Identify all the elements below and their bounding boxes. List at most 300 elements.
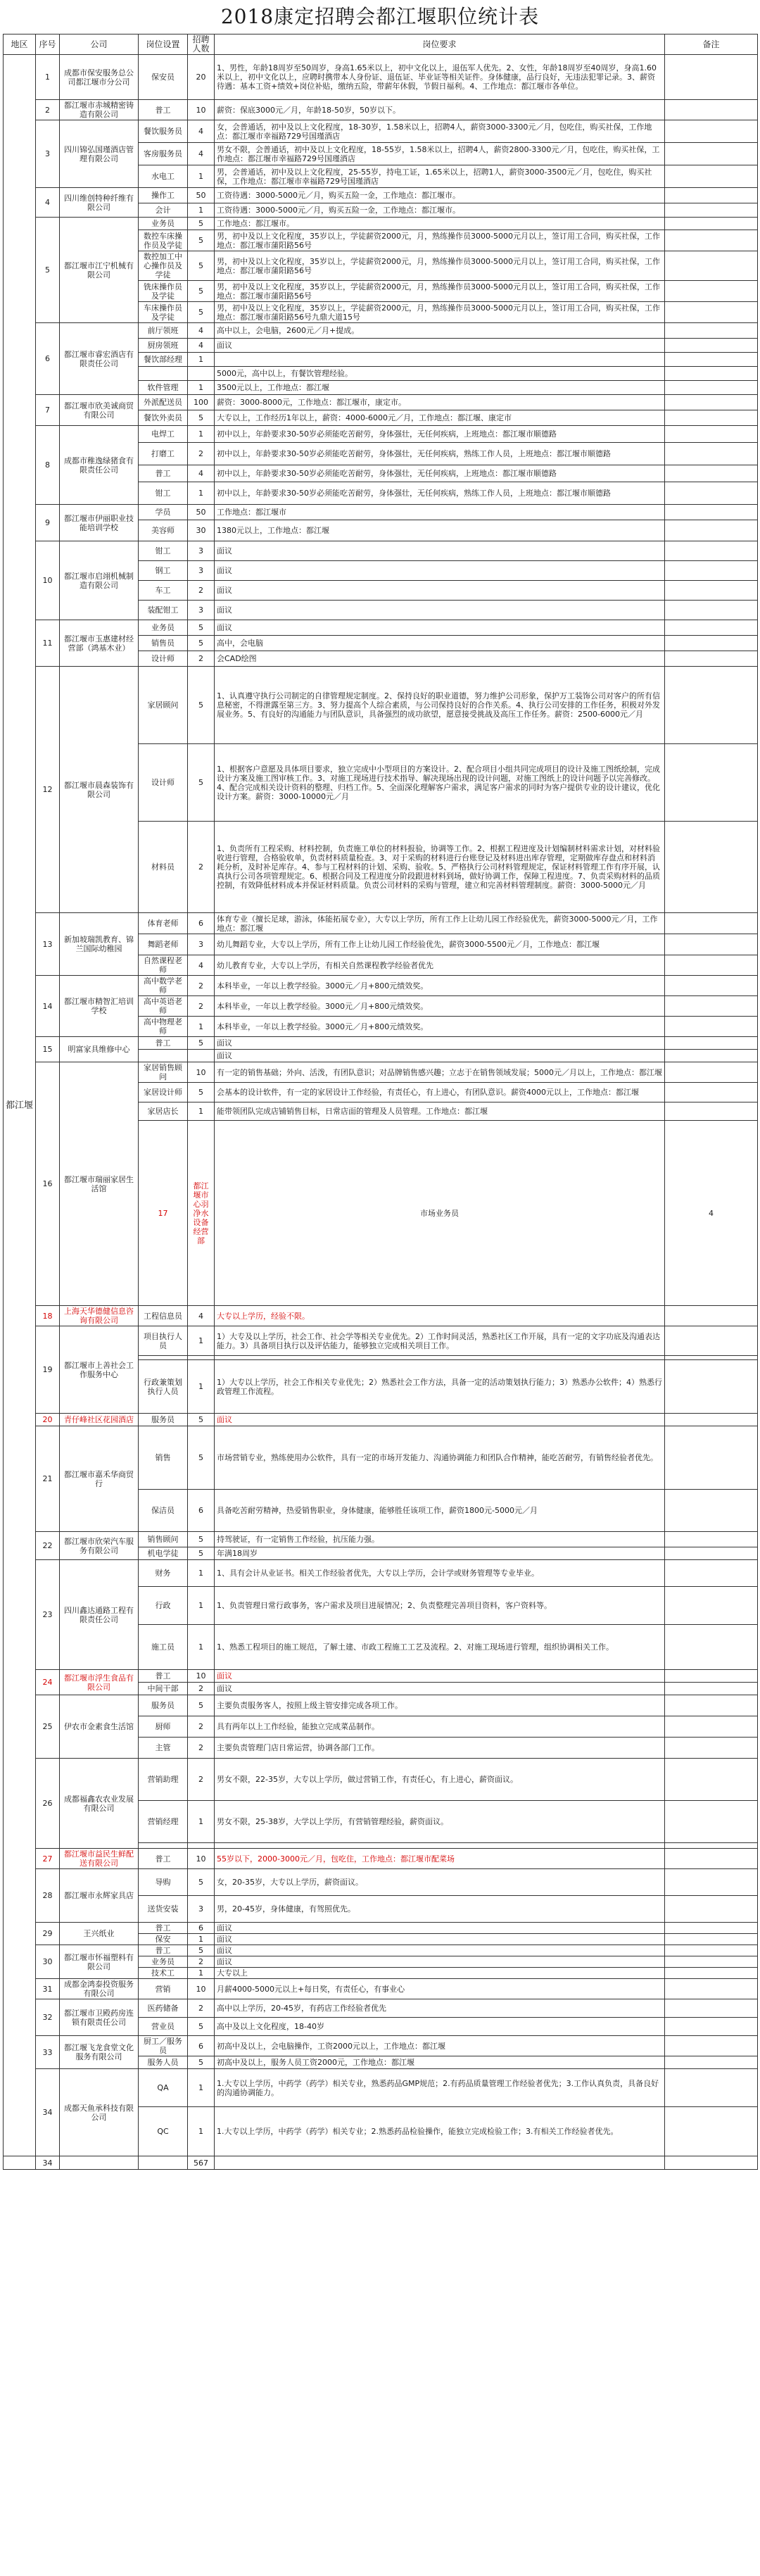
row-count: 1 bbox=[188, 203, 215, 218]
row-requirements: 会基本的设计软件，有一定的家居设计工作经验，有责任心，有上进心，有团队意识。薪资4000元以上，工作地点：都江堰 bbox=[215, 1083, 665, 1102]
row-company: 都江堰市欣美诚商贸有限公司 bbox=[60, 395, 139, 426]
table-row bbox=[4, 976, 758, 996]
table-row bbox=[4, 1326, 758, 1356]
row-note bbox=[665, 1999, 758, 2018]
row-post: 服务人员 bbox=[139, 2056, 188, 2069]
row-count: 2 bbox=[188, 1759, 215, 1801]
row-requirements: 大专以上，工作经历1年以上，薪资：4000-6000元／月，工作地点：都江堰、康定市 bbox=[215, 410, 665, 426]
row-post bbox=[139, 367, 188, 381]
row-seq: 14 bbox=[36, 976, 60, 1037]
table-row bbox=[4, 1849, 758, 1869]
table-row bbox=[4, 1979, 758, 1999]
row-company: 四川鑫达通路工程有限责任公司 bbox=[60, 1560, 139, 1670]
table-row bbox=[4, 120, 758, 143]
row-post: 市场业务员 bbox=[215, 1121, 665, 1306]
row-count: 5 bbox=[188, 744, 215, 822]
row-note bbox=[665, 1360, 758, 1414]
row-note bbox=[665, 1083, 758, 1102]
row-count: 10 bbox=[188, 1670, 215, 1683]
row-company: 新加坡瑞凯教育、锦兰国际幼稚园 bbox=[60, 913, 139, 976]
row-post: 医药储备 bbox=[139, 1999, 188, 2018]
row-requirements: 年满18周岁 bbox=[215, 1547, 665, 1560]
row-seq: 10 bbox=[36, 541, 60, 620]
table-row bbox=[4, 1759, 758, 1801]
row-count: 5 bbox=[188, 2018, 215, 2036]
row-post: 技术工 bbox=[139, 1968, 188, 1979]
table-header-row bbox=[4, 34, 758, 55]
row-post: 保安 bbox=[139, 1934, 188, 1945]
row-requirements: 面议 bbox=[215, 1945, 665, 1956]
row-post: 自然课程老师 bbox=[139, 955, 188, 976]
row-count: 10 bbox=[188, 1979, 215, 1999]
row-seq: 20 bbox=[36, 1414, 60, 1426]
row-company: 上海天华德健信息咨询有限公司 bbox=[60, 1306, 139, 1326]
row-count: 5 bbox=[188, 1869, 215, 1896]
row-seq: 18 bbox=[36, 1306, 60, 1326]
row-post: 餐饮服务员 bbox=[139, 120, 188, 143]
row-note bbox=[665, 2069, 758, 2107]
row-post: 外派配送员 bbox=[139, 395, 188, 410]
table-row bbox=[4, 1923, 758, 1934]
row-requirements: 薪资：保底3000元／月，年龄18-50岁，50岁以下。 bbox=[215, 100, 665, 120]
row-requirements: 面议 bbox=[215, 581, 665, 601]
table-row bbox=[4, 55, 758, 100]
row-count: 1 bbox=[188, 1017, 215, 1037]
row-note bbox=[665, 667, 758, 744]
row-post: 业务员 bbox=[139, 218, 188, 230]
row-seq: 6 bbox=[36, 323, 60, 395]
row-note bbox=[665, 1426, 758, 1490]
row-requirements: 男，初中及以上文化程度，35岁以上，学徒薪资2000元，月，熟练操作员3000-5000元月以上，签订用工合同，购买社保，工作地点：都江堰市蒲阳路56号 bbox=[215, 251, 665, 281]
row-post: 学员 bbox=[139, 505, 188, 520]
row-requirements: 面议 bbox=[215, 561, 665, 581]
row-requirements: 1.大专以上学历，中药学（药学）相关专业，熟悉药品GMP规范；2.有药品质量管理工作经验者优先；3.工作认真负责，具备良好的沟通协调能力。 bbox=[215, 2069, 665, 2107]
row-requirements: 面议 bbox=[215, 1956, 665, 1968]
row-requirements: 1、熟悉工程项目的施工规范，了解土建、市政工程施工工艺及流程。2、对施工现场进行管理，组织协调相关工作。 bbox=[215, 1625, 665, 1670]
row-post: 营销助理 bbox=[139, 1759, 188, 1801]
row-count: 5 bbox=[188, 251, 215, 281]
table-row bbox=[4, 1945, 758, 1956]
row-note bbox=[665, 520, 758, 541]
row-company: 都江堰市怀福塑料有限公司 bbox=[60, 1945, 139, 1979]
row-post: 车床操作员及学徒 bbox=[139, 302, 188, 323]
row-requirements: 男，初中及以上文化程度，35岁以上，学徒薪资2000元，月，熟练操作员3000-5000元月以上，签订用工合同，购买社保，工作地点：都江堰市蒲阳路56号 bbox=[215, 230, 665, 251]
row-requirements: 工作地点：都江堰市。 bbox=[215, 218, 665, 230]
row-note bbox=[665, 2018, 758, 2036]
row-company: 都江堰市嘉禾华商贸行 bbox=[60, 1426, 139, 1532]
row-count: 5 bbox=[188, 1083, 215, 1102]
row-note bbox=[665, 1017, 758, 1037]
row-note bbox=[665, 1587, 758, 1625]
row-post: 钳工 bbox=[139, 541, 188, 561]
row-note bbox=[665, 1934, 758, 1945]
row-seq: 1 bbox=[36, 55, 60, 100]
row-company: 都江堰市伊丽职业技能培训学校 bbox=[60, 505, 139, 541]
row-company: 都江堰市上善社会工作服务中心 bbox=[60, 1326, 139, 1414]
row-post: 销售顾问 bbox=[139, 1532, 188, 1547]
header-note: 备注 bbox=[665, 34, 758, 55]
row-post: 中间干部 bbox=[139, 1683, 188, 1695]
row-requirements: 初高中及以上，会电脑操作，工资2000元以上，工作地点：都江堰 bbox=[215, 2036, 665, 2056]
row-post: 服务员 bbox=[139, 1695, 188, 1716]
row-note bbox=[665, 1843, 758, 1849]
row-note bbox=[665, 1670, 758, 1683]
table-row bbox=[4, 1426, 758, 1490]
row-company: 都江堰市江宁机械有限公司 bbox=[60, 218, 139, 323]
row-requirements: 初中以上，年龄要求30-50岁必须能吃苦耐劳，身体强壮，无任何疾病，熟练工作人员，上班地点：都江堰市顺德路 bbox=[215, 482, 665, 505]
row-post: 项目执行人员 bbox=[139, 1326, 188, 1356]
row-count: 100 bbox=[188, 395, 215, 410]
row-count: 1 bbox=[188, 2107, 215, 2156]
row-note bbox=[665, 2036, 758, 2056]
row-company: 都江堰市永辉家具店 bbox=[60, 1869, 139, 1923]
row-note bbox=[665, 1968, 758, 1979]
table-row bbox=[4, 426, 758, 443]
row-requirements: 面议 bbox=[215, 541, 665, 561]
row-count: 5 bbox=[188, 1695, 215, 1716]
row-note bbox=[665, 251, 758, 281]
row-company: 都江堰市晨森装饰有限公司 bbox=[60, 667, 139, 913]
table-row bbox=[4, 1532, 758, 1547]
row-company: 都江堰市欣荣汽车服务有限公司 bbox=[60, 1532, 139, 1560]
row-company: 都江堰市睿宏酒店有限责任公司 bbox=[60, 323, 139, 395]
row-seq: 19 bbox=[36, 1326, 60, 1414]
row-note bbox=[665, 1695, 758, 1716]
table-body bbox=[4, 55, 758, 2156]
row-post: QA bbox=[139, 2069, 188, 2107]
header-count: 招聘人数 bbox=[188, 34, 215, 55]
row-count: 3 bbox=[188, 601, 215, 620]
row-requirements: 1380元以上，工作地点：都江堰 bbox=[215, 520, 665, 541]
row-note bbox=[665, 976, 758, 996]
row-company: 都江堰市卫殿药房连锁有限责任公司 bbox=[60, 1999, 139, 2036]
row-requirements: 薪资：3000-8000元，工作地点：都江堰市，康定市。 bbox=[215, 395, 665, 410]
table-row bbox=[4, 1414, 758, 1426]
row-note bbox=[665, 1050, 758, 1062]
row-post: 营销 bbox=[139, 1979, 188, 1999]
row-seq: 15 bbox=[36, 1037, 60, 1062]
row-post: 销售 bbox=[139, 1426, 188, 1490]
row-company: 成都金鸿泰投资服务有限公司 bbox=[60, 1979, 139, 1999]
row-count: 5 bbox=[188, 1945, 215, 1956]
row-note bbox=[665, 1979, 758, 1999]
table-row bbox=[4, 100, 758, 120]
row-note bbox=[665, 541, 758, 561]
row-post: 客房服务员 bbox=[139, 143, 188, 165]
row-post: 销售员 bbox=[139, 636, 188, 651]
row-post: 软件管理 bbox=[139, 381, 188, 395]
row-company: 都江堰市玉惠建材经营部（鸿基木业） bbox=[60, 620, 139, 667]
row-post: 美容师 bbox=[139, 520, 188, 541]
row-requirements: 会CAD绘图 bbox=[215, 651, 665, 667]
row-seq: 26 bbox=[36, 1759, 60, 1849]
row-requirements: 面议 bbox=[215, 339, 665, 353]
row-note bbox=[665, 281, 758, 302]
row-post: 普工 bbox=[139, 1849, 188, 1869]
row-post: 车工 bbox=[139, 581, 188, 601]
row-post: 普工 bbox=[139, 465, 188, 482]
table-row bbox=[4, 1695, 758, 1716]
table-row bbox=[4, 2036, 758, 2056]
row-note bbox=[665, 1716, 758, 1738]
table-row bbox=[4, 913, 758, 934]
row-company: 成都市保安服务总公司都江堰市分公司 bbox=[60, 55, 139, 100]
row-post: 高中物理老师 bbox=[139, 1017, 188, 1037]
row-note bbox=[665, 1414, 758, 1426]
row-count: 5 bbox=[188, 218, 215, 230]
row-requirements: 高中以上学历，20-45岁，有药店工作经验者优先 bbox=[215, 1999, 665, 2018]
row-requirements: 本科毕业，一年以上教学经验。3000元／月+800元绩效奖。 bbox=[215, 1017, 665, 1037]
row-requirements: 男，会普通话，初中及以上文化程度，25-55岁，持电工证，1.65米以上，招聘1人，薪资3000-3500元／月，包吃住，购买社保，工作地点：都江堰市幸福路729号国瑾酒店 bbox=[215, 165, 665, 188]
row-requirements: 市场营销专业，熟练使用办公软件，具有一定的市场开发能力、沟通协调能力和团队合作精神，能吃苦耐劳，有销售经验者优先。 bbox=[215, 1426, 665, 1490]
row-seq: 22 bbox=[36, 1532, 60, 1560]
row-seq: 11 bbox=[36, 620, 60, 667]
row-count: 3 bbox=[188, 1896, 215, 1923]
row-note bbox=[665, 1849, 758, 1869]
row-post: 餐饮部经理 bbox=[139, 353, 188, 367]
row-company: 都江堰市瑞丽家居生活馆 bbox=[60, 1062, 139, 1306]
row-seq: 3 bbox=[36, 120, 60, 188]
row-note bbox=[665, 636, 758, 651]
row-post: 普工 bbox=[139, 1037, 188, 1050]
row-company: 四川锦弘国瑾酒店管理有限公司 bbox=[60, 120, 139, 188]
row-note bbox=[665, 822, 758, 913]
row-note bbox=[665, 188, 758, 203]
row-count: 2 bbox=[188, 976, 215, 996]
row-post: 舞蹈老师 bbox=[139, 934, 188, 955]
row-requirements: 男女不限，22-35岁，大专以上学历，做过营销工作，有责任心，有上进心，薪资面议。 bbox=[215, 1759, 665, 1801]
row-count: 1 bbox=[188, 1326, 215, 1356]
row-requirements: 初中以上，年龄要求30-50岁必须能吃苦耐劳，身体强壮，无任何疾病，上班地点：都江堰市顺德路 bbox=[215, 465, 665, 482]
row-requirements: 工资待遇：3000-5000元／月，购买五险一金，工作地点：都江堰市。 bbox=[215, 188, 665, 203]
row-requirements: 面议 bbox=[215, 601, 665, 620]
header-post: 岗位设置 bbox=[139, 34, 188, 55]
row-post: 设计师 bbox=[139, 651, 188, 667]
row-requirements: 男女不限，会普通话，初中及以上文化程度，18-55岁，1.58米以上，招聘4人，薪资2800-3300元／月，包吃住，购买社保，工作地点：都江堰市幸福路729号国瑾酒店 bbox=[215, 143, 665, 165]
row-post: 操作工 bbox=[139, 188, 188, 203]
job-table bbox=[3, 34, 758, 2170]
row-post: 材料员 bbox=[139, 822, 188, 913]
row-count: 4 bbox=[188, 120, 215, 143]
row-post: 打磨工 bbox=[139, 443, 188, 465]
row-seq: 7 bbox=[36, 395, 60, 426]
row-count: 4 bbox=[665, 1121, 758, 1306]
row-company: 都江堰市心羽净水设备经营部 bbox=[188, 1121, 215, 1306]
row-count: 6 bbox=[188, 913, 215, 934]
row-company: 王兴纸业 bbox=[60, 1923, 139, 1945]
row-count: 2 bbox=[188, 581, 215, 601]
row-count: 2 bbox=[188, 996, 215, 1017]
table-row bbox=[4, 1670, 758, 1683]
row-count: 3 bbox=[188, 541, 215, 561]
row-count: 5 bbox=[188, 1037, 215, 1050]
row-count: 1 bbox=[188, 1934, 215, 1945]
row-count bbox=[188, 1050, 215, 1062]
row-note bbox=[665, 410, 758, 426]
row-post: 家居销售顾问 bbox=[139, 1062, 188, 1083]
row-post: 体育老师 bbox=[139, 913, 188, 934]
row-requirements: 面议 bbox=[215, 1037, 665, 1050]
row-requirements: 幼儿教育专业，大专以上学历，有相关自然课程教学经验者优先 bbox=[215, 955, 665, 976]
row-count: 1 bbox=[188, 1801, 215, 1843]
row-count: 2 bbox=[188, 1716, 215, 1738]
header-seq: 序号 bbox=[36, 34, 60, 55]
table-row bbox=[4, 541, 758, 561]
row-seq: 34 bbox=[36, 2069, 60, 2156]
row-post: 机电学徒 bbox=[139, 1547, 188, 1560]
row-post: 业务员 bbox=[139, 620, 188, 636]
row-count: 1 bbox=[188, 165, 215, 188]
row-company: 都江堰飞龙食堂文化服务有限公司 bbox=[60, 2036, 139, 2069]
row-requirements: 高中，会电脑 bbox=[215, 636, 665, 651]
row-requirements: 1、认真遵守执行公司制定的自律管理规定制度。2、保持良好的职业道德，努力维护公司形象，保护万工装饰公司对客户的所有信息秘密，不得泄露至第三方。3、努力提高个人综合素质，与公司保持良好的合作关系。4、执行公司安排的工作任务，积极对外发展业务。5、有良好的沟通能力与团队意识，具备强烈的成功欲望，愿意接受挑战及高压工作任务。薪资：2500-6000元／月 bbox=[215, 667, 665, 744]
table-row bbox=[4, 218, 758, 230]
row-company: 伊农市金素食生活馆 bbox=[60, 1695, 139, 1759]
row-requirements: 面议 bbox=[215, 1050, 665, 1062]
row-count: 6 bbox=[188, 2036, 215, 2056]
table-row bbox=[4, 1037, 758, 1050]
row-requirements: 1、男性，年龄18周岁至50周岁，身高1.65米以上，初中文化以上，退伍军人优先。2、女性，年龄18周岁至40周岁，身高1.60米以上，初中文化以上，应聘时携带本人身份证、退伍证、毕业证等相关证件。身体健康，品行良好，无违法犯罪记录。3、薪资待遇：基本工资+绩效+岗位补贴，缴纳五险，带薪年休假，节假日福利。4、工作地点：都江堰市各单位。 bbox=[215, 55, 665, 100]
row-requirements: 女，会普通话，初中及以上文化程度，18-30岁，1.58米以上，招聘4人，薪资3000-3300元／月，包吃住，购买社保，工作地点：都江堰市幸福路729号国瑾酒店 bbox=[215, 120, 665, 143]
row-post: 铣床操作员及学徒 bbox=[139, 281, 188, 302]
row-note bbox=[665, 143, 758, 165]
row-note bbox=[665, 1896, 758, 1923]
row-note bbox=[665, 55, 758, 100]
row-post: 厨工／服务员 bbox=[139, 2036, 188, 2056]
row-seq: 25 bbox=[36, 1695, 60, 1759]
row-note bbox=[665, 996, 758, 1017]
row-note bbox=[665, 339, 758, 353]
row-requirements: 1、负责所有工程采购、材料控制，负责施工单位的材料报验，协调等工作。2、根据工程进度及计划编制材料需求计划，对材料验收进行管理，合格验收单，负责材料质量检查。3、对于采购的材料进行台账登记及材料进出库存管理，定期做库存盘点和材料消耗分析，及时补足库存。4、参与工程材料的计划、采购、验收。5、严格执行公司材料管理规定，保证材料管理工作有序开展，认真执行公司各项管理规定。6、根据合同及工程进度分阶段跟进材料到场，做好协调工作，保障工程进度。7、负责采购材料的品质控制，有效降低材料成本并保证材料质量。负责公司材料的采购与管理，建立和完善材料管理制度。薪资：3000-5000元／月 bbox=[215, 822, 665, 913]
row-note bbox=[665, 1956, 758, 1968]
row-post: 普工 bbox=[139, 1670, 188, 1683]
row-count: 2 bbox=[188, 822, 215, 913]
row-note bbox=[665, 443, 758, 465]
row-seq: 32 bbox=[36, 1999, 60, 2036]
row-note bbox=[665, 218, 758, 230]
row-post: 行政 bbox=[139, 1587, 188, 1625]
header-company: 公司 bbox=[60, 34, 139, 55]
row-note bbox=[665, 353, 758, 367]
row-post: 前厅领班 bbox=[139, 323, 188, 339]
region-cell: 都江堰 bbox=[4, 55, 36, 2156]
row-seq: 4 bbox=[36, 188, 60, 218]
row-post: 营销经理 bbox=[139, 1801, 188, 1843]
row-post bbox=[139, 1843, 188, 1849]
row-note bbox=[665, 426, 758, 443]
row-count: 4 bbox=[188, 1306, 215, 1326]
row-count: 4 bbox=[188, 465, 215, 482]
row-post: 普工 bbox=[139, 100, 188, 120]
row-post: 普工 bbox=[139, 1945, 188, 1956]
row-requirements: 月薪4000-5000元以上+每日奖，有责任心，有事业心 bbox=[215, 1979, 665, 1999]
row-note bbox=[665, 1625, 758, 1670]
row-count: 1 bbox=[188, 353, 215, 367]
row-note bbox=[665, 1801, 758, 1843]
table-row bbox=[4, 1306, 758, 1326]
row-note bbox=[665, 1547, 758, 1560]
row-post: 电焊工 bbox=[139, 426, 188, 443]
row-count: 2 bbox=[188, 1999, 215, 2018]
row-requirements: 能带领团队完成店铺销售目标，日常店面的管理及人员管理。工作地点：都江堰 bbox=[215, 1102, 665, 1121]
row-count: 3 bbox=[188, 934, 215, 955]
row-company: 青仔峰社区花园酒店 bbox=[60, 1414, 139, 1426]
row-post: 数控加工中心操作员及学徒 bbox=[139, 251, 188, 281]
row-count: 10 bbox=[188, 1062, 215, 1083]
row-count: 20 bbox=[188, 55, 215, 100]
row-count: 2 bbox=[188, 1738, 215, 1759]
row-note bbox=[665, 302, 758, 323]
row-post: 服务员 bbox=[139, 1414, 188, 1426]
row-company: 都江堰市浮生食品有限公司 bbox=[60, 1670, 139, 1695]
row-seq: 33 bbox=[36, 2036, 60, 2069]
row-note bbox=[665, 651, 758, 667]
row-count: 4 bbox=[188, 143, 215, 165]
row-seq: 13 bbox=[36, 913, 60, 976]
row-requirements: 1.大专以上学历，中药学（药学）相关专业；2.熟悉药品检验操作，能独立完成检验工作；3.有相关工作经验者优先。 bbox=[215, 2107, 665, 2156]
row-requirements: 初高中及以上，服务人员工资2000元，工作地点：都江堰 bbox=[215, 2056, 665, 2069]
row-count: 1 bbox=[188, 426, 215, 443]
row-post: 主管 bbox=[139, 1738, 188, 1759]
row-count: 1 bbox=[188, 482, 215, 505]
row-post: 厨师 bbox=[139, 1716, 188, 1738]
row-requirements: 1、根据客户意愿及具体项目要求，独立完成中小型项目的方案设计。2、配合项目小组共同完成项目的设计及施工图纸绘制，完成设计方案及施工图审核工作。3、对施工现场进行技术指导、解决现场出现的设计问题，对施工图纸上的设计问题予以完善修改。4、配合完成相关设计资料的整理、归档工作。5、全面深化理解客户需求，满足客户需求的同时为客户提供专业的设计建议，优化设计方案。薪资：3000-10000元／月 bbox=[215, 744, 665, 822]
row-count: 5 bbox=[188, 667, 215, 744]
row-requirements: 本科毕业，一年以上教学经验。3000元／月+800元绩效奖。 bbox=[215, 996, 665, 1017]
row-requirements: 工作地点：都江堰市 bbox=[215, 505, 665, 520]
row-requirements: 面议 bbox=[215, 1414, 665, 1426]
row-seq: 21 bbox=[36, 1426, 60, 1532]
row-requirements: 面议 bbox=[215, 1683, 665, 1695]
row-company: 成都市稚逸绿猪食有限责任公司 bbox=[60, 426, 139, 505]
row-count bbox=[188, 367, 215, 381]
row-requirements: 高中以上，会电脑，2600元／月+提成。 bbox=[215, 323, 665, 339]
row-post bbox=[139, 1050, 188, 1062]
row-post: 钢工 bbox=[139, 561, 188, 581]
row-seq: 8 bbox=[36, 426, 60, 505]
row-count: 5 bbox=[188, 1414, 215, 1426]
table-row bbox=[4, 1062, 758, 1083]
row-seq: 5 bbox=[36, 218, 60, 323]
row-seq: 16 bbox=[36, 1062, 60, 1306]
row-requirements: 男女不限，25-38岁，大学以上学历，有营销管理经验，薪资面议。 bbox=[215, 1801, 665, 1843]
row-count: 1 bbox=[188, 1102, 215, 1121]
table-row bbox=[4, 1999, 758, 2018]
row-requirements: 1）大专及以上学历，社会工作、社会学等相关专业优先。2）工作时间灵活，熟悉社区工作开展，具有一定的文字功底及沟通表达能力。3）具备项目执行以及评估能力，能够独立完成相关项目工作。 bbox=[215, 1326, 665, 1356]
row-requirements: 男，初中及以上文化程度，35岁以上，学徒薪资2000元，月，熟练操作员3000-5000元月以上，签订用工合同，购买社保，工作地点：都江堰市蒲阳路56号九鼎大道15号 bbox=[215, 302, 665, 323]
row-requirements: 面议 bbox=[215, 620, 665, 636]
row-note bbox=[665, 1306, 758, 1326]
row-seq: 29 bbox=[36, 1923, 60, 1945]
row-post: 送货安装 bbox=[139, 1896, 188, 1923]
table-row bbox=[4, 395, 758, 410]
row-count: 2 bbox=[188, 1956, 215, 1968]
row-note bbox=[665, 395, 758, 410]
row-company: 四川维创特种纤维有限公司 bbox=[60, 188, 139, 218]
row-count: 1 bbox=[188, 381, 215, 395]
row-company: 都江堰市启翊机械制造有限公司 bbox=[60, 541, 139, 620]
row-note bbox=[665, 1560, 758, 1587]
row-note bbox=[665, 1102, 758, 1121]
row-count: 5 bbox=[188, 2056, 215, 2069]
row-seq: 23 bbox=[36, 1560, 60, 1670]
row-count: 10 bbox=[188, 100, 215, 120]
row-note bbox=[665, 1738, 758, 1759]
row-post: 装配钳工 bbox=[139, 601, 188, 620]
row-count: 2 bbox=[188, 443, 215, 465]
row-count: 5 bbox=[188, 302, 215, 323]
row-count: 1 bbox=[188, 2069, 215, 2107]
